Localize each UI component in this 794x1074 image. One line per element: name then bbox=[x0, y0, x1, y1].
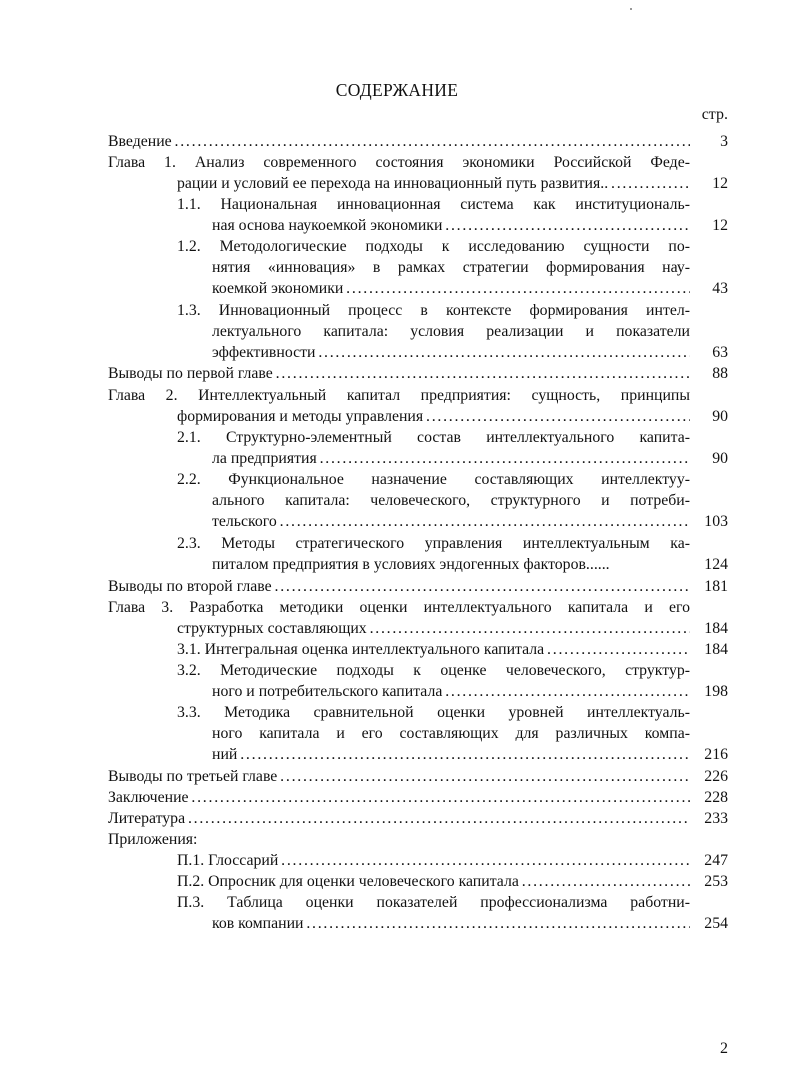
toc-entry-line: Заключение . . . bbox=[108, 787, 690, 808]
toc-entry-page: 63 bbox=[712, 344, 728, 361]
toc-entry-page: 184 bbox=[704, 641, 728, 658]
toc-entry-line: Глава 1. Анализ современного состояния экономики Российской Феде- bbox=[108, 154, 690, 171]
toc-entry-line: Выводы по третьей главе . . . bbox=[108, 766, 690, 787]
toc-entry-page: 216 bbox=[704, 746, 728, 763]
toc-entry-page: 184 bbox=[704, 620, 728, 637]
toc-entry-page: 88 bbox=[712, 365, 728, 382]
toc-entry-page: 198 bbox=[704, 683, 728, 700]
toc-entry-line: П.3. Таблица оценки показателей профессионализма работни- bbox=[177, 894, 690, 911]
toc-entry-line: 2.3. Методы стратегического управления интеллектуальным ка- bbox=[177, 535, 690, 552]
toc-entry-page: 43 bbox=[712, 280, 728, 297]
toc-entry-line: П.2. Опросник для оценки человеческого капитала . . . bbox=[177, 871, 690, 892]
toc-entry-line: ла предприятия . . . bbox=[212, 448, 690, 469]
page-column-header: стр. bbox=[701, 106, 728, 123]
toc-entry-page: 90 bbox=[712, 450, 728, 467]
toc-entry-line: 3.1. Интегральная оценка интеллектуального капитала . . . bbox=[177, 639, 690, 660]
toc-entry-line: Введение . . . bbox=[108, 131, 690, 152]
toc-entry-page: 181 bbox=[704, 578, 728, 595]
toc-entry-line: тельского . . . bbox=[212, 511, 690, 532]
toc-entry-line: лектуального капитала: условия реализации и показатели bbox=[212, 323, 690, 340]
page-number: 2 bbox=[720, 1040, 728, 1057]
toc-entry-line: П.1. Глоссарий . . . bbox=[177, 850, 690, 871]
toc-entry-line: структурных составляющих . . . bbox=[177, 618, 690, 639]
toc-entry-page: 254 bbox=[704, 915, 728, 932]
toc-entry-page: 3 bbox=[720, 133, 728, 150]
toc-entry-line: формирования и методы управления . . . bbox=[177, 406, 690, 427]
toc-entry-line: Литература . . . bbox=[108, 808, 690, 829]
toc-entry-page: 90 bbox=[712, 408, 728, 425]
toc-entry-line: ального капитала: человеческого, структурного и потреби- bbox=[212, 492, 690, 509]
toc-entry-page: 103 bbox=[704, 513, 728, 530]
toc-entry-line: Выводы по второй главе . . . bbox=[108, 576, 690, 597]
toc-entry-line: 1.2. Методологические подходы к исследованию сущности по- bbox=[177, 238, 690, 255]
toc-entry-line: Приложения: bbox=[108, 831, 198, 848]
toc-title: СОДЕРЖАНИЕ bbox=[335, 80, 459, 100]
toc-entry-line: 3.3. Методика сравнительной оценки уровней интеллектуаль- bbox=[177, 704, 690, 721]
toc-entry-line: 1.1. Национальная инновационная система как институциональ- bbox=[177, 196, 690, 213]
toc-entry-page: 124 bbox=[704, 556, 728, 573]
toc-entry-line: 2.2. Функциональное назначение составляющих интеллектуу- bbox=[177, 471, 690, 488]
toc-entry-line: Выводы по первой главе . . . bbox=[108, 363, 690, 384]
toc-entry-page: 247 bbox=[704, 852, 728, 869]
scan-speck bbox=[630, 8, 632, 10]
toc-entry-line: коемкой экономики . . . bbox=[212, 278, 690, 299]
toc-entry-page: 233 bbox=[704, 810, 728, 827]
toc-entry-page: 228 bbox=[704, 789, 728, 806]
toc-entry-page: 226 bbox=[704, 768, 728, 785]
toc-entry-page: 12 bbox=[712, 217, 728, 234]
toc-entry-line: ного и потребительского капитала . . . bbox=[212, 681, 690, 702]
toc-entry-page: 253 bbox=[704, 873, 728, 890]
toc-entry-line: 1.3. Инновационный процесс в контексте формирования интел- bbox=[177, 302, 690, 319]
toc-entry-line: 2.1. Структурно-элементный состав интеллектуального капита- bbox=[177, 429, 690, 446]
toc-entry-line: ного капитала и его составляющих для различных компа- bbox=[212, 725, 690, 742]
toc-entry-line: Глава 3. Разработка методики оценки интеллектуального капитала и его bbox=[108, 599, 690, 616]
toc-entry-line: ная основа наукоемкой экономики . . . bbox=[212, 215, 690, 236]
toc-entry-line: эффективности . . . bbox=[212, 342, 690, 363]
toc-entry-line: Глава 2. Интеллектуальный капитал предприятия: сущность, принципы bbox=[108, 387, 690, 404]
toc-entry-line: ний . . . bbox=[212, 744, 690, 765]
toc-entry-line: 3.2. Методические подходы к оценке человеческого, структур- bbox=[177, 662, 690, 679]
toc-entry-line: рации и условий ее перехода на инновационный путь развития.. . . . bbox=[177, 173, 690, 194]
toc-entry-page: 12 bbox=[712, 175, 728, 192]
toc-entry-line: нятия «инновация» в рамках стратегии формирования нау- bbox=[212, 259, 690, 276]
toc-entry-line: ков компании . . . bbox=[212, 913, 690, 934]
toc-entry-line: питалом предприятия в условиях эндогенных факторов...... bbox=[212, 556, 610, 573]
